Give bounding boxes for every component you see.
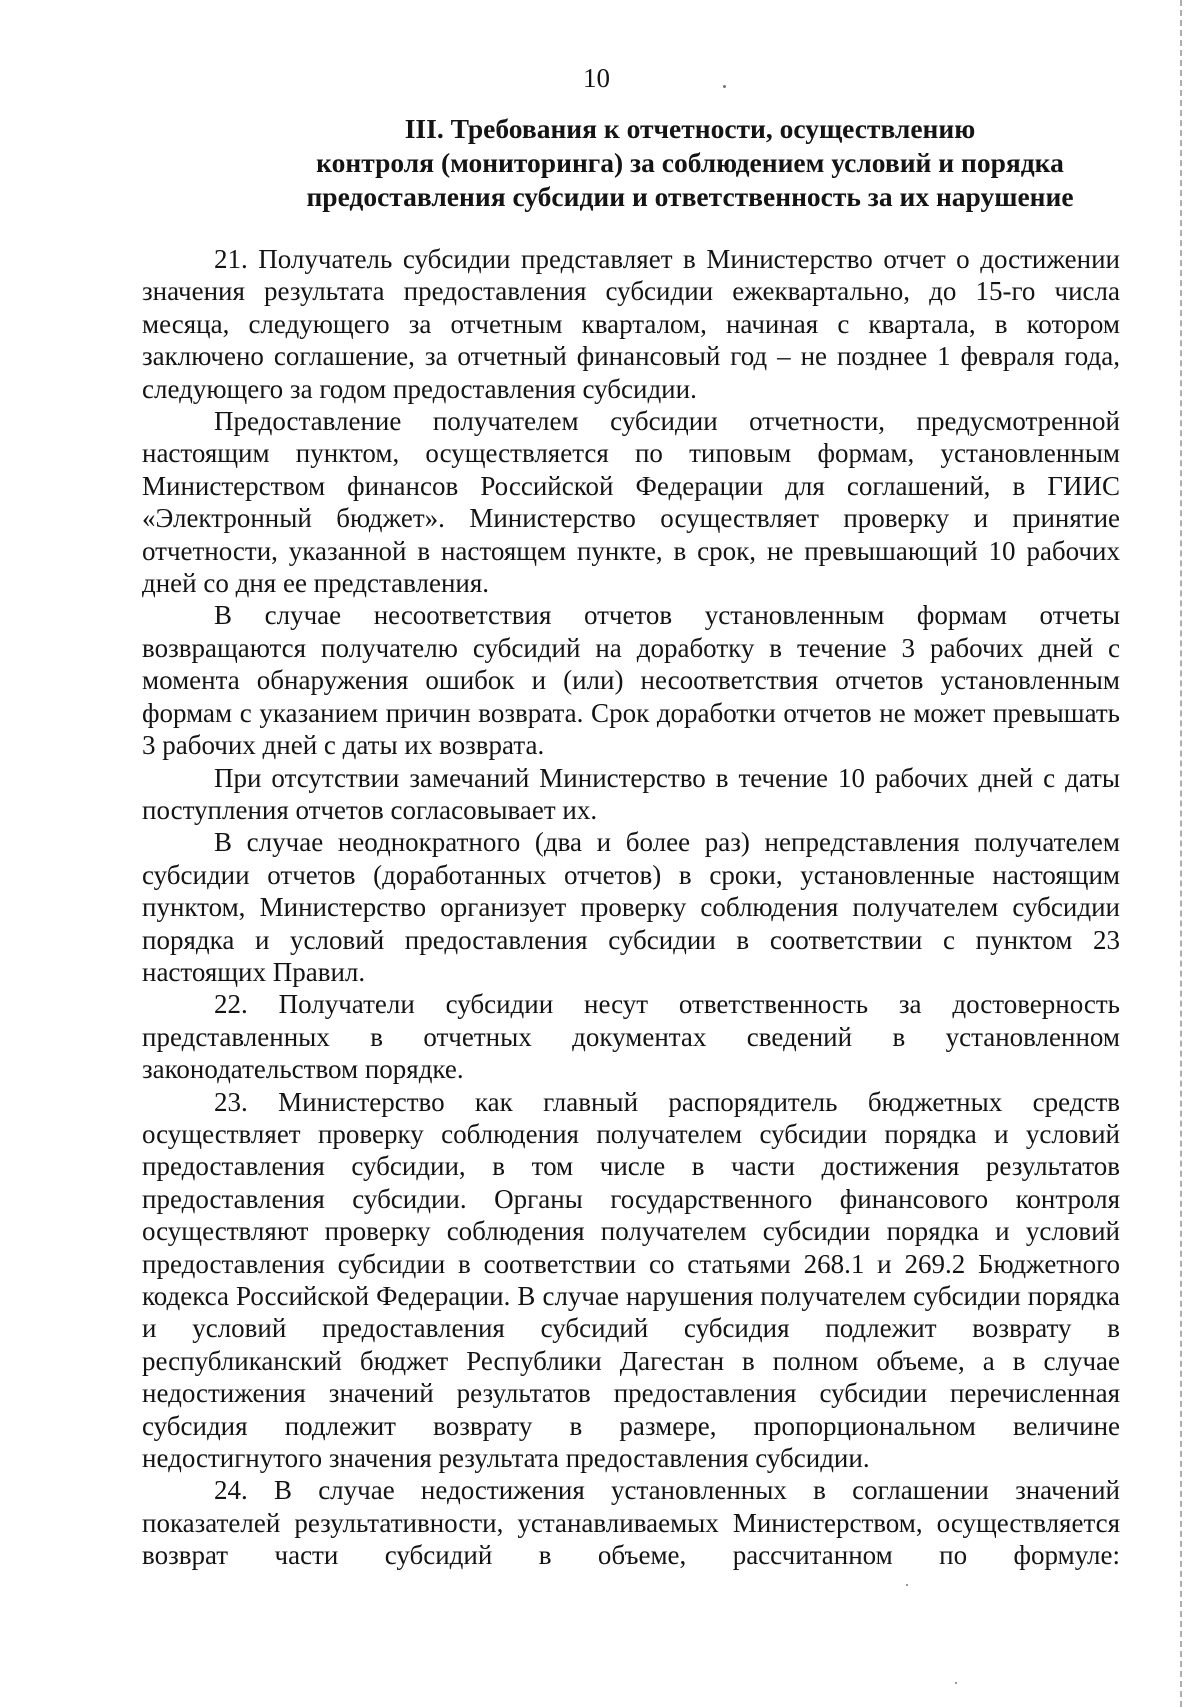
paragraph-reporting-forms: Предоставление получателем субсидии отчетности, предусмотренной настоящим пунктом, осуществляется по типовым формам, установленным Министерством финансов Российской Федерации для соглашений, в ГИИС «Электронный бюджет». Министерство осуществляет проверку и принятие отчетности, указанной в настоящем пункте, в срок, не превышающий 10 рабочих дней со дня ее представления. (142, 406, 1120, 599)
paragraph-21: 21. Получатель субсидии представляет в Министерство отчет о достижении значения результата предоставления субсидии ежеквартально, до 15-го числа месяца, следующего за отчетным кварталом, начиная с квартала, в котором заключено соглашение, за отчетный финансовый год – не позднее 1 февраля года, следующего за годом предоставления субсидии. (142, 244, 1120, 404)
paragraph-22: 22. Получатели субсидии несут ответственность за достоверность представленных в отчетных документах сведений в установленном законодательством порядке. (142, 989, 1120, 1085)
paragraph-24: 24. В случае недостижения установленных в соглашении значений показателей результативности, устанавливаемых Министерством, осуществляется возврат части субсидий в объеме, рассчитанном по формуле: (142, 1475, 1120, 1571)
scan-speck (723, 85, 726, 88)
scan-speck (955, 1682, 957, 1684)
section-heading-line-2: контроля (мониторинга) за соблюдением условий и порядка (316, 147, 1064, 178)
paragraph-repeated-nonsubmission: В случае неоднократного (два и более раз) непредставления получателем субсидии отчетов (доработанных отчетов) в сроки, установленные настоящим пунктом, Министерство организует проверку соблюдения получателем субсидии порядка и условий предоставления субсидии в соответствии с пунктом 23 настоящих Правил. (142, 827, 1120, 987)
paragraph-report-return: В случае несоответствия отчетов установленным формам отчеты возвращаются получателю субсидий на доработку в течение 3 рабочих дней с момента обнаружения ошибок и (или) несоответствия отчетов установленным формам с указанием причин возврата. Срок доработки отчетов не может превышать 3 рабочих дней с даты их возврата. (142, 600, 1120, 761)
scan-edge-divider (1180, 0, 1182, 1707)
section-heading (250, 112, 1130, 214)
document-body (142, 243, 1120, 1572)
section-heading-line-3: предоставления субсидии и ответственность за их нарушение (306, 181, 1074, 212)
section-heading-line-1: III. Требования к отчетности, осуществлению (404, 113, 976, 144)
paragraph-23: 23. Министерство как главный распорядитель бюджетных средств осуществляет проверку соблюдения получателем субсидии порядка и условий предоставления субсидии, в том числе в части достижения результатов предоставления субсидии. Органы государственного финансового контроля осуществляют проверку соблюдения получателем субсидии порядка и условий предоставления субсидии в соответствии со статьями 268.1 и 269.2 Бюджетного кодекса Российской Федерации. В случае нарушения получателем субсидии порядка и условий предоставления субсидий субсидия подлежит возврату в республиканский бюджет Республики Дагестан в полном объеме, а в случае недостижения значений результатов предоставления субсидии перечисленная субсидия подлежит возврату в размере, пропорциональном величине недостигнутого значения результата предоставления субсидии. (142, 1086, 1120, 1474)
paragraph-report-approval: При отсутствии замечаний Министерство в течение 10 рабочих дней с даты поступления отчетов согласовывает их. (142, 762, 1120, 825)
scan-speck (906, 1584, 908, 1586)
page-number: 10 (583, 63, 610, 93)
